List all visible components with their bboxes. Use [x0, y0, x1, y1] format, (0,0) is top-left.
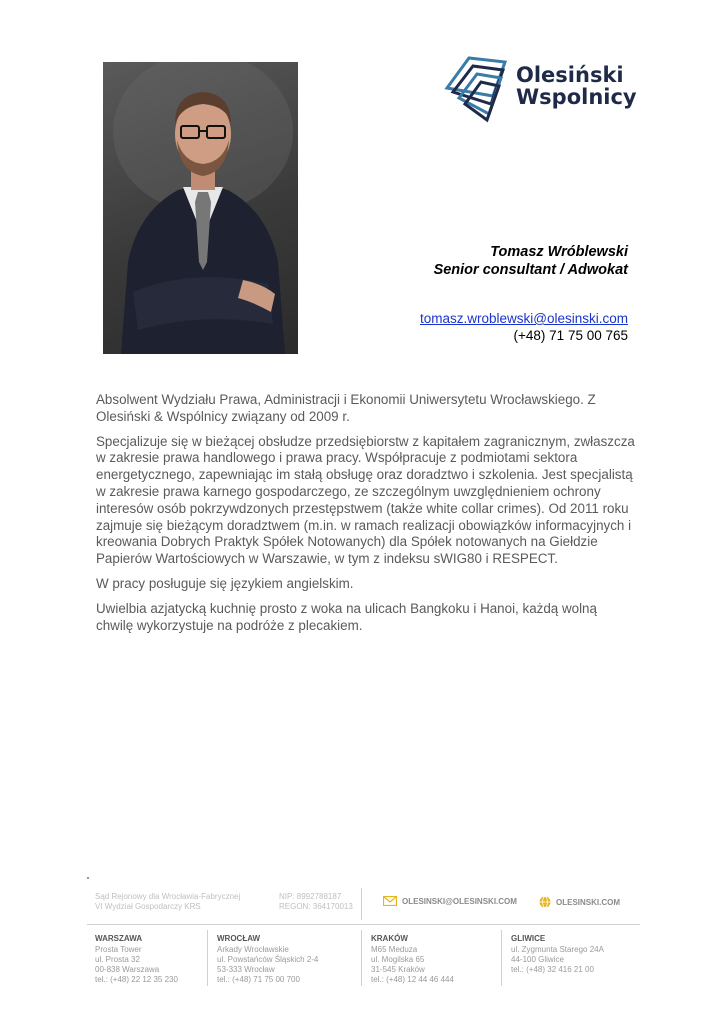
bio-text: [96, 392, 636, 642]
logo-line2: Wspolnicy: [516, 85, 637, 109]
person-heading: [434, 243, 628, 279]
footer-divider: [207, 930, 208, 986]
globe-icon: [539, 896, 551, 908]
footer-divider: [501, 930, 502, 986]
logo-mark-icon: [443, 52, 513, 124]
footer-ids: NIP: 8992788187 REGON: 364170013: [279, 892, 353, 911]
phone-number: (+48) 71 75 00 765: [513, 328, 628, 343]
person-name: Tomasz Wróblewski: [490, 244, 628, 260]
person-title: Senior consultant / Adwokat: [433, 262, 628, 278]
envelope-icon: [383, 896, 397, 906]
office-krakow: KRAKÓW M65 Meduza ul. Mogilska 65 31-545 Kraków tel.: (+48) 12 44 46 444: [371, 934, 454, 984]
footer-website[interactable]: OLESINSKI.COM: [539, 896, 620, 908]
footer-rule: [87, 924, 640, 925]
bio-paragraph: Specjalizuje się w bieżącej obsłudze przedsiębiorstw z kapitałem zagranicznym, zwłaszcza w zakresie prawa handlowego i prawa pracy. Współpracuje z podmiotami sektora energetycznego, zapewniając im stałą obsługę oraz doradztwo i szkolenia. Jest specjalistą w zakresie prawa karnego gospodarczego, ze szczególnym uwzględnieniem ochrony interesów osób pokrzywdzonych przestępstwem (także white collar crimes). Od 2011 roku zajmuje się bieżącym doradztwem (m.in. w ramach realizacji obowiązków informacyjnych i kreowania Dobrych Praktyk Spółek Notowanych) dla Spółek notowanych na Giełdzie Papierów Wartościowych w Warszawie, w tym z indeksu sWIG80 i RESPECT.: [96, 433, 635, 567]
footer-registry: Sąd Rejonowy dla Wrocławia-Fabrycznej VI Wydział Gospodarczy KRS: [95, 892, 241, 911]
contact-block: [420, 310, 628, 344]
bio-paragraph: Uwielbia azjatycką kuchnię prosto z woka na ulicach Bangkoku i Hanoi, każdą wolną chwilę wykorzystuje na podróże z plecakiem.: [96, 600, 597, 633]
office-wroclaw: WROCŁAW Arkady Wrocławskie ul. Powstańców Śląskich 2-4 53-333 Wrocław tel.: (+48) 71 75 00 700: [217, 934, 319, 984]
bio-paragraph: W pracy posługuje się językiem angielskim.: [96, 575, 354, 591]
footer-divider: [361, 930, 362, 986]
portrait-photo: [103, 62, 298, 354]
email-link[interactable]: tomasz.wroblewski@olesinski.com: [419, 311, 628, 326]
company-logo: [443, 52, 643, 124]
footer-divider: [361, 888, 362, 920]
office-gliwice: GLIWICE ul. Zygmunta Starego 24A 44-100 Gliwice tel.: (+48) 32 416 21 00: [511, 934, 604, 974]
footer-email[interactable]: OLESINSKI@OLESINSKI.COM: [383, 896, 517, 906]
logo-line1: Olesiński: [516, 63, 624, 87]
bio-paragraph: Absolwent Wydziału Prawa, Administracji i Ekonomii Uniwersytetu Wrocławskiego. Z Olesiński & Wspólnicy związany od 2009 r.: [96, 392, 596, 424]
office-warszawa: WARSZAWA Prosta Tower ul. Prosta 32 00-838 Warszawa tel.: (+48) 22 12 35 230: [95, 934, 178, 984]
page-footer: [87, 884, 640, 988]
stray-dot: [87, 877, 89, 879]
